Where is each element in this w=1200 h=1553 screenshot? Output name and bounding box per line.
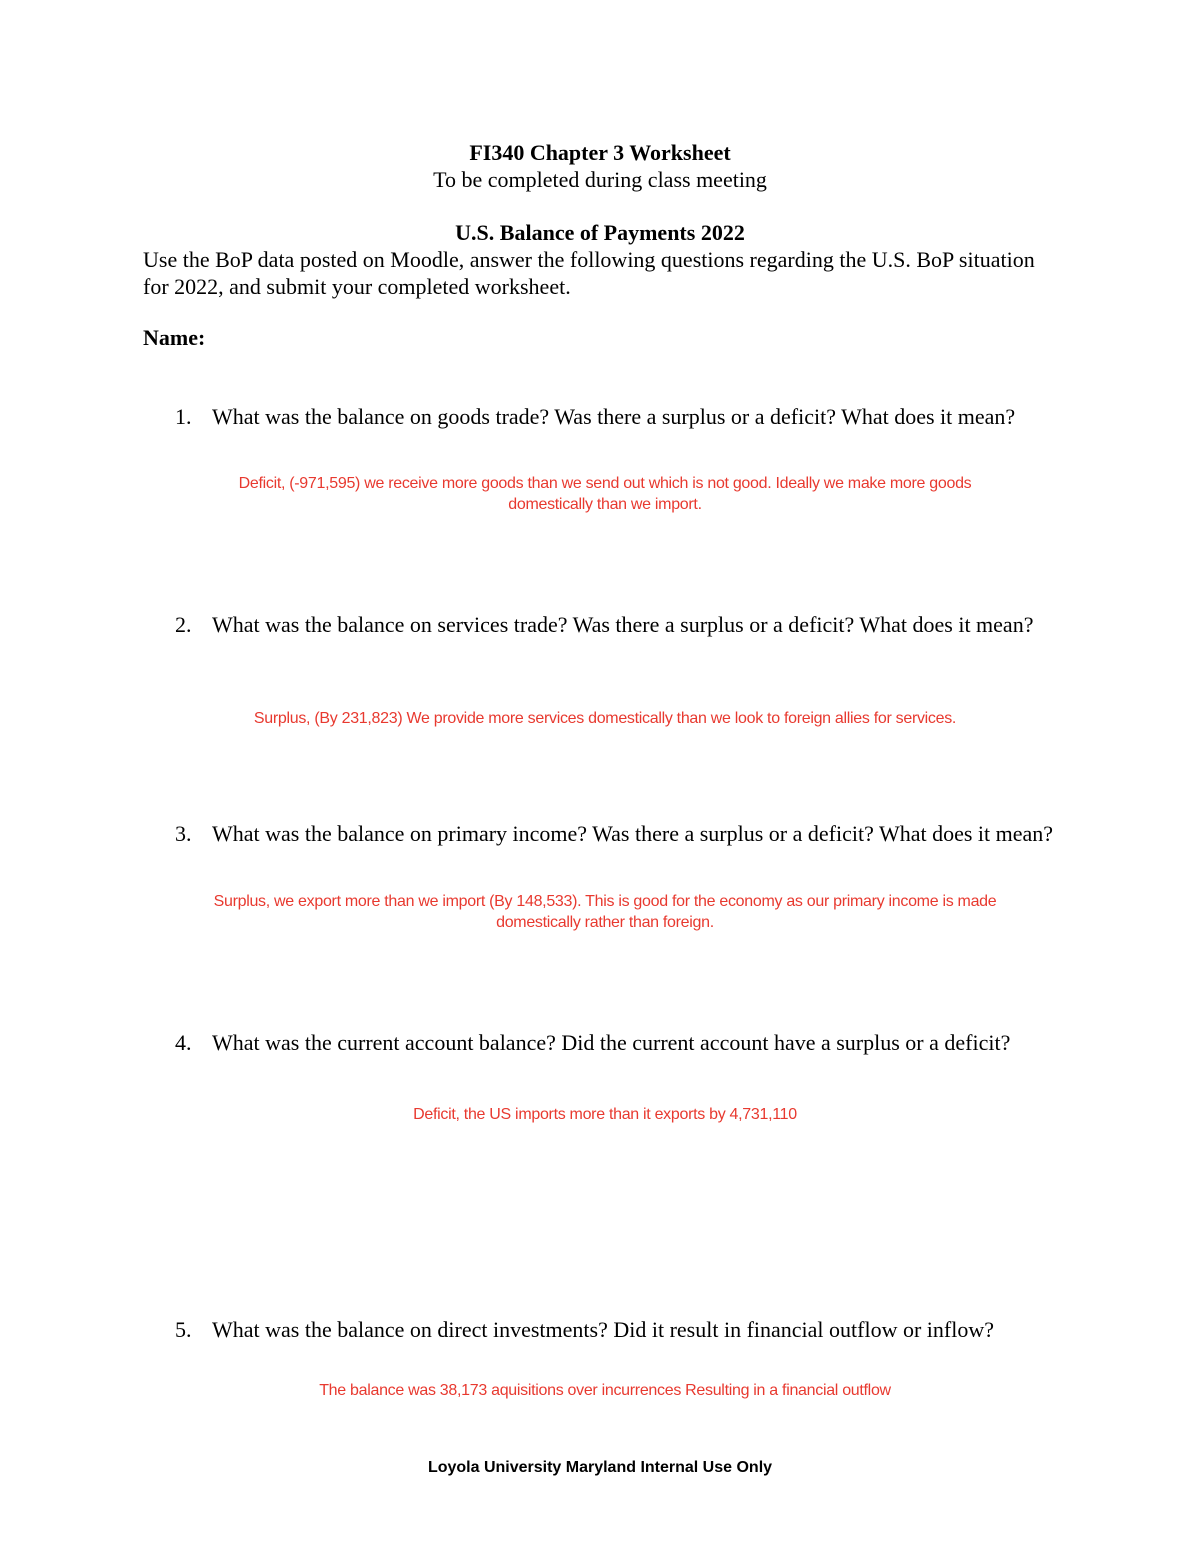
question-5: [175, 1316, 1055, 1343]
question-number: 4.: [175, 1030, 192, 1055]
answer-4: Deficit, the US imports more than it exports by 4,731,110: [413, 1106, 797, 1123]
instructions-text: Use the BoP data posted on Moodle, answer the following questions regarding the U.S. BoP situation for 2022, and submit your completed worksheet.: [143, 247, 1035, 299]
footer-text: Loyola University Maryland Internal Use Only: [427, 1459, 773, 1476]
name-label: Name:: [143, 325, 206, 350]
question-2: [175, 611, 1055, 638]
section-title: U.S. Balance of Payments 2022: [455, 220, 745, 245]
question-text: What was the balance on goods trade? Was there a surplus or a deficit? What does it mean?: [212, 404, 1016, 429]
question-number: 2.: [175, 612, 192, 637]
answer-3: Surplus, we export more than we import (By 148,533). This is good for the economy as our primary income is made domestically rather than foreign.: [213, 893, 997, 931]
document-subtitle: To be completed during class meeting: [433, 167, 767, 192]
question-3: [175, 820, 1055, 847]
question-text: What was the current account balance? Did the current account have a surplus or a deficit?: [212, 1030, 1011, 1055]
question-text: What was the balance on direct investments? Did it result in financial outflow or inflow?: [212, 1317, 994, 1342]
document-title: FI340 Chapter 3 Worksheet: [469, 140, 731, 165]
question-number: 1.: [175, 404, 192, 429]
question-1: [175, 403, 1055, 430]
question-text: What was the balance on services trade? Was there a surplus or a deficit? What does it mean?: [212, 612, 1034, 637]
answer-2: Surplus, (By 231,823) We provide more services domestically than we look to foreign allies for services.: [253, 710, 957, 727]
question-text: What was the balance on primary income? Was there a surplus or a deficit? What does it mean?: [212, 821, 1054, 846]
question-4: [175, 1029, 1055, 1056]
question-number: 3.: [175, 821, 192, 846]
answer-1: Deficit, (-971,595) we receive more goods than we send out which is not good. Ideally we make more goods domestically than we import.: [238, 475, 972, 513]
answer-5: The balance was 38,173 aquisitions over incurrences Resulting in a financial outflow: [319, 1382, 891, 1399]
question-number: 5.: [175, 1317, 192, 1342]
